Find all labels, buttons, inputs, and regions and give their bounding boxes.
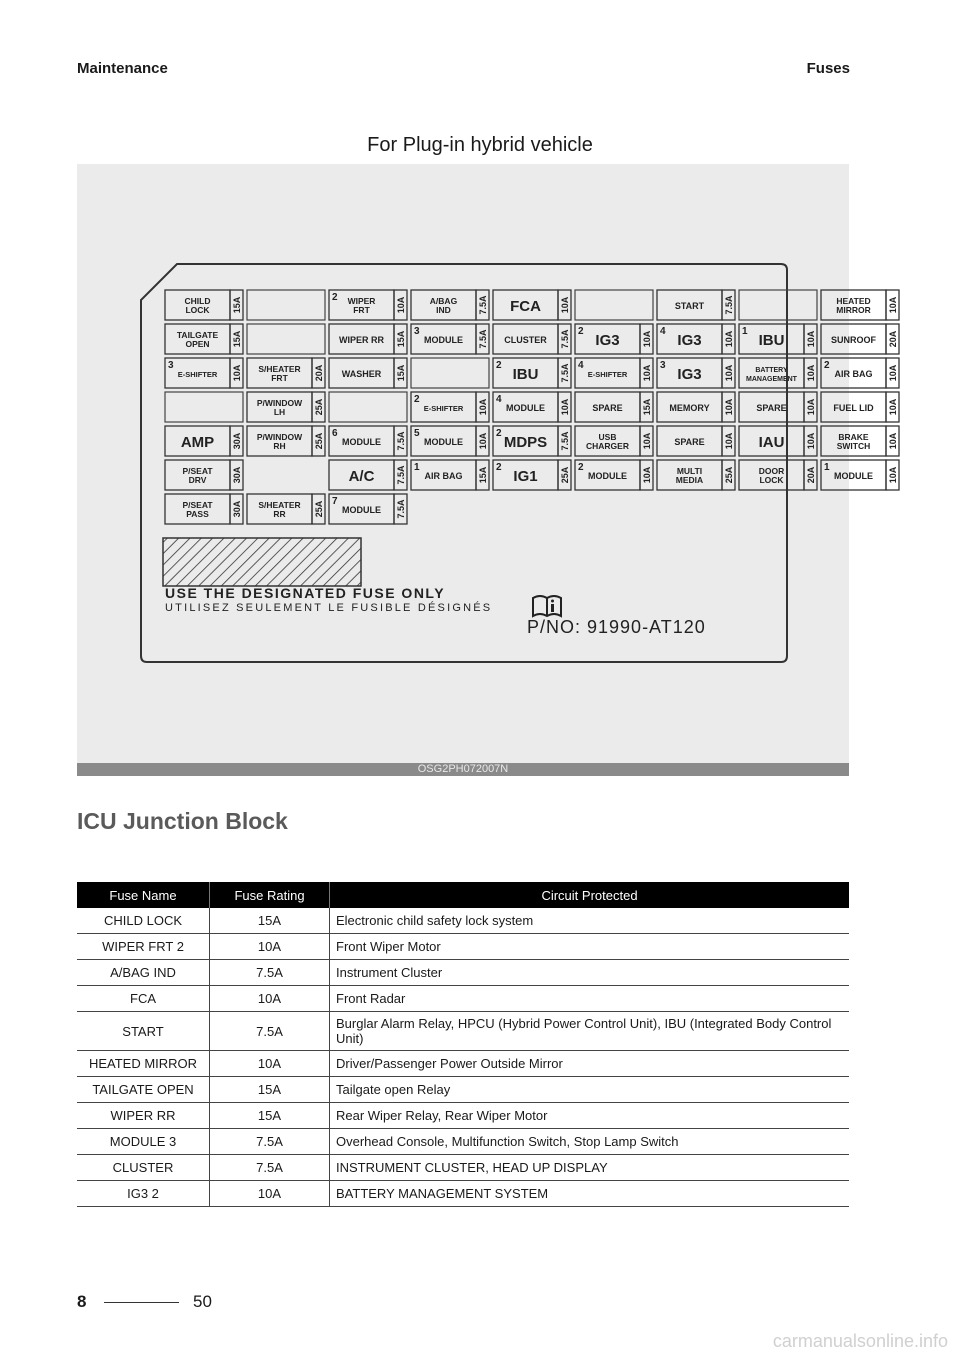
fuse-amp: 10A: [888, 296, 898, 314]
fuse-label: MODULE: [588, 471, 627, 481]
table-row: [77, 1181, 849, 1207]
fuse-number: 3: [414, 326, 420, 337]
fuse-name-cell: A/BAG IND: [77, 960, 210, 986]
fuse-slot: [575, 460, 653, 490]
fuse-amp: 7.5A: [396, 499, 406, 519]
fuse-number: 2: [414, 394, 420, 405]
fuse-label: MODULE: [506, 403, 545, 413]
col-fuse-rating: Fuse Rating: [210, 882, 330, 908]
fuse-label: WASHER: [341, 369, 382, 379]
fuse-amp: 10A: [396, 296, 406, 314]
fuse-slot: [165, 290, 243, 320]
fuse-amp: 15A: [478, 466, 488, 484]
fuse-label: E-SHIFTER: [423, 404, 464, 413]
fuse-label: MODULE: [834, 471, 873, 481]
fuse-label: CHILD LOCK: [184, 296, 211, 315]
fuse-amp: 20A: [806, 466, 816, 484]
fuse-name-cell: START: [77, 1012, 210, 1051]
fuse-label: IG3: [677, 366, 702, 383]
fuse-slot: [165, 494, 243, 524]
fuse-amp: 25A: [314, 398, 324, 416]
fuse-slot: [821, 358, 899, 388]
fuse-amp: 7.5A: [478, 295, 488, 315]
fuse-label: DOOR LOCK: [758, 466, 785, 485]
fuse-slot: [739, 324, 817, 354]
fuse-slot: [411, 392, 489, 422]
fuse-label: P/WINDOW LH: [256, 398, 303, 417]
fuse-amp: 10A: [806, 432, 816, 450]
empty-fuse-slot: [739, 290, 817, 320]
fuse-name-cell: WIPER FRT 2: [77, 934, 210, 960]
fuse-amp: 7.5A: [560, 363, 570, 383]
circuit-cell: Driver/Passenger Power Outside Mirror: [330, 1051, 850, 1077]
footer-page-number: 50: [193, 1292, 212, 1311]
fuse-label: FCA: [510, 298, 541, 315]
fuse-slot: [165, 426, 243, 456]
header-section: Maintenance: [77, 60, 168, 77]
fuse-number: 2: [496, 428, 502, 439]
fuse-number: 1: [414, 462, 420, 473]
table-header-row: [77, 882, 849, 908]
fuse-amp: 10A: [478, 398, 488, 416]
fuse-slot: [657, 460, 735, 490]
fuse-slot: [493, 358, 571, 388]
fuse-slot: [739, 460, 817, 490]
fuse-amp: 30A: [232, 500, 242, 518]
table-row: [77, 1103, 849, 1129]
fuse-label: BRAKE SWITCH: [836, 432, 871, 451]
table-row: [77, 1051, 849, 1077]
fuse-label: MODULE: [424, 335, 463, 345]
circuit-cell: Tailgate open Relay: [330, 1077, 850, 1103]
fuse-slot: [165, 460, 243, 490]
fuse-label: A/C: [348, 468, 375, 485]
fuse-amp: 7.5A: [560, 329, 570, 349]
fuse-panel-diagram: [77, 164, 898, 763]
fuse-slot: [575, 392, 653, 422]
fuse-name-cell: TAILGATE OPEN: [77, 1077, 210, 1103]
fuse-slot: [821, 324, 899, 354]
fuse-amp: 10A: [888, 398, 898, 416]
fuse-rating-cell: 15A: [210, 1103, 330, 1129]
fuse-slot: [329, 358, 407, 388]
fuse-label: AIR BAG: [834, 369, 873, 379]
fuse-rating-cell: 7.5A: [210, 1155, 330, 1181]
fuse-label: IBU: [512, 366, 539, 383]
fuse-amp: 10A: [724, 432, 734, 450]
footer-divider: [104, 1302, 179, 1303]
col-circuit-protected: Circuit Protected: [330, 882, 850, 908]
fuse-slot: [575, 426, 653, 456]
empty-fuse-slot: [411, 358, 489, 388]
fuse-slot: [821, 426, 899, 456]
fuse-amp: 25A: [314, 432, 324, 450]
fuse-label: AMP: [180, 434, 215, 451]
fuse-rating-cell: 10A: [210, 934, 330, 960]
fuse-number: 4: [660, 326, 666, 337]
fuse-amp: 7.5A: [560, 431, 570, 451]
fuse-rating-cell: 7.5A: [210, 1012, 330, 1051]
fuse-slot: [411, 290, 489, 320]
fuse-name-cell: CHILD LOCK: [77, 908, 210, 934]
fuse-amp: 15A: [642, 398, 652, 416]
fuse-name-cell: WIPER RR: [77, 1103, 210, 1129]
fuse-number: 4: [578, 360, 584, 371]
fuse-slot: [657, 358, 735, 388]
fuse-label: HEATED MIRROR: [836, 296, 871, 315]
fuse-amp: 15A: [232, 296, 242, 314]
fuse-label: MULTI MEDIA: [675, 466, 704, 485]
fuse-label: MEMORY: [669, 403, 710, 413]
fuse-slot: [493, 426, 571, 456]
fuse-label: WIPER RR: [339, 335, 384, 345]
fuse-amp: 10A: [806, 364, 816, 382]
fuse-slot: [329, 494, 407, 524]
footer-chapter: 8: [77, 1292, 87, 1311]
circuit-cell: INSTRUMENT CLUSTER, HEAD UP DISPLAY: [330, 1155, 850, 1181]
fuse-slot: [411, 426, 489, 456]
fuse-amp: 20A: [888, 330, 898, 348]
fuse-slot: [821, 290, 899, 320]
fuse-label: P/SEAT PASS: [182, 500, 213, 519]
fuse-slot: [165, 324, 243, 354]
fuse-amp: 7.5A: [396, 465, 406, 485]
fuse-label: IG1: [513, 468, 538, 485]
fuse-amp: 15A: [396, 364, 406, 382]
fuse-name-cell: FCA: [77, 986, 210, 1012]
fuse-slot: [165, 358, 243, 388]
fuse-slot: [821, 460, 899, 490]
fuse-number: 6: [332, 428, 338, 439]
fuse-label: SPARE: [674, 437, 705, 447]
fuse-slot: [657, 392, 735, 422]
fuse-number: 2: [578, 462, 584, 473]
section-title: ICU Junction Block: [77, 808, 288, 834]
circuit-cell: Front Wiper Motor: [330, 934, 850, 960]
fuse-rating-cell: 10A: [210, 1051, 330, 1077]
fuse-slot: [329, 426, 407, 456]
fuse-label: MODULE: [424, 437, 463, 447]
fuse-amp: 10A: [806, 330, 816, 348]
fuse-name-cell: HEATED MIRROR: [77, 1051, 210, 1077]
fuse-label: WIPER FRT: [347, 296, 376, 315]
table-row: [77, 908, 849, 934]
fuse-amp: 10A: [806, 398, 816, 416]
fuse-amp: 10A: [642, 330, 652, 348]
fuse-amp: 7.5A: [478, 329, 488, 349]
empty-fuse-slot: [329, 392, 407, 422]
fuse-amp: 10A: [560, 296, 570, 314]
fuse-slot: [493, 392, 571, 422]
fuse-amp: 10A: [642, 432, 652, 450]
notice-en: USE THE DESIGNATED FUSE ONLY: [165, 585, 446, 601]
fuse-amp: 10A: [232, 364, 242, 382]
table-row: [77, 1077, 849, 1103]
fuse-name-cell: MODULE 3: [77, 1129, 210, 1155]
table-row: [77, 934, 849, 960]
fuse-name-cell: IG3 2: [77, 1181, 210, 1207]
fuse-number: 3: [168, 360, 174, 371]
circuit-cell: Instrument Cluster: [330, 960, 850, 986]
table-row: [77, 986, 849, 1012]
circuit-cell: Burglar Alarm Relay, HPCU (Hybrid Power Control Unit), IBU (Integrated Body Control Unit): [330, 1012, 850, 1051]
fuse-number: 7: [332, 496, 338, 507]
fuse-label: IAU: [758, 434, 785, 451]
fuse-number: 2: [496, 360, 502, 371]
circuit-cell: Electronic child safety lock system: [330, 908, 850, 934]
fuse-amp: 15A: [232, 330, 242, 348]
fuse-table-body: [77, 908, 849, 1207]
fuse-label: USB CHARGER: [586, 432, 629, 451]
fuse-slot: [739, 426, 817, 456]
fuse-slot: [657, 324, 735, 354]
fuse-number: 2: [824, 360, 830, 371]
fuse-label: SUNROOF: [831, 335, 876, 345]
fuse-label: S/HEATER RR: [258, 500, 301, 519]
fuse-rating-cell: 7.5A: [210, 960, 330, 986]
fuse-label: BATTERY MANAGEMENT: [746, 367, 797, 383]
fuse-slot: [329, 460, 407, 490]
manual-icon: [533, 596, 561, 616]
fuse-number: 2: [578, 326, 584, 337]
table-row: [77, 1129, 849, 1155]
fuse-slot: [411, 460, 489, 490]
hatched-area: [163, 538, 361, 586]
fuse-amp: 25A: [314, 500, 324, 518]
fuse-slot: [247, 392, 325, 422]
fuse-amp: 7.5A: [396, 431, 406, 451]
fuse-slot: [821, 392, 899, 422]
fuse-slot: [493, 290, 571, 320]
fuse-number: 3: [660, 360, 666, 371]
fuse-name-cell: CLUSTER: [77, 1155, 210, 1181]
fuse-slot: [575, 358, 653, 388]
fuse-slot: [657, 290, 735, 320]
fuse-slot: [739, 358, 817, 388]
circuit-cell: Front Radar: [330, 986, 850, 1012]
fuse-label: IG3: [595, 332, 620, 349]
fuse-amp: 10A: [888, 432, 898, 450]
fuse-label: P/WINDOW RH: [256, 432, 303, 451]
table-row: [77, 1155, 849, 1181]
fuse-amp: 10A: [888, 466, 898, 484]
fuse-slot: [247, 494, 325, 524]
watermark: carmanualsonline.info: [772, 1331, 948, 1351]
header-topic: Fuses: [806, 60, 850, 77]
fuse-label: MODULE: [342, 437, 381, 447]
fuse-slot: [247, 358, 325, 388]
fuse-amp: 10A: [724, 364, 734, 382]
fuse-label: FUEL LID: [833, 403, 874, 413]
fuse-number: 2: [332, 292, 338, 303]
fuse-slot: [329, 324, 407, 354]
fuse-slot: [493, 324, 571, 354]
fuse-label: E-SHIFTER: [587, 370, 628, 379]
part-number: P/NO: 91990-AT120: [527, 617, 706, 637]
table-row: [77, 1012, 849, 1051]
fuse-slot: [247, 426, 325, 456]
fuse-table: [77, 882, 849, 1207]
figure-code: OSG2PH072007N: [77, 763, 849, 776]
fuse-amp: 10A: [642, 466, 652, 484]
fuse-amp: 25A: [724, 466, 734, 484]
fuse-rating-cell: 15A: [210, 908, 330, 934]
fuse-amp: 20A: [314, 364, 324, 382]
fuse-label: AIR BAG: [424, 471, 463, 481]
circuit-cell: Rear Wiper Relay, Rear Wiper Motor: [330, 1103, 850, 1129]
fuse-label: IBU: [758, 332, 785, 349]
fuse-panel-figure: [77, 164, 898, 776]
fuse-amp: 7.5A: [724, 295, 734, 315]
figure-caption: For Plug-in hybrid vehicle: [367, 134, 593, 156]
fuse-amp: 10A: [888, 364, 898, 382]
notice-fr: UTILISEZ SEULEMENT LE FUSIBLE DÉSIGNÉS: [165, 602, 493, 614]
fuse-number: 1: [824, 462, 830, 473]
fuse-slot: [493, 460, 571, 490]
fuse-number: 2: [496, 462, 502, 473]
fuse-slot: [739, 392, 817, 422]
fuse-label: S/HEATER FRT: [258, 364, 301, 383]
fuse-slot: [657, 426, 735, 456]
fuse-amp: 10A: [642, 364, 652, 382]
fuse-slot: [411, 324, 489, 354]
fuse-slot: [575, 324, 653, 354]
table-row: [77, 960, 849, 986]
fuse-label: START: [674, 301, 705, 311]
fuse-label: CLUSTER: [504, 335, 547, 345]
empty-fuse-slot: [247, 290, 325, 320]
fuse-amp: 10A: [560, 398, 570, 416]
fuse-label: P/SEAT DRV: [182, 466, 213, 485]
circuit-cell: BATTERY MANAGEMENT SYSTEM: [330, 1181, 850, 1207]
col-fuse-name: Fuse Name: [77, 882, 210, 908]
fuse-number: 5: [414, 428, 420, 439]
circuit-cell: Overhead Console, Multifunction Switch, Stop Lamp Switch: [330, 1129, 850, 1155]
fuse-label: TAILGATE OPEN: [176, 330, 219, 349]
empty-fuse-slot: [575, 290, 653, 320]
fuse-amp: 10A: [478, 432, 488, 450]
fuse-amp: 15A: [396, 330, 406, 348]
fuse-label: SPARE: [756, 403, 787, 413]
fuse-grid: [165, 290, 899, 524]
fuse-number: 1: [742, 326, 748, 337]
fuse-rating-cell: 15A: [210, 1077, 330, 1103]
empty-fuse-slot: [165, 392, 243, 422]
fuse-rating-cell: 10A: [210, 986, 330, 1012]
fuse-slot: [329, 290, 407, 320]
fuse-rating-cell: 7.5A: [210, 1129, 330, 1155]
fuse-amp: 30A: [232, 432, 242, 450]
fuse-label: MDPS: [503, 434, 548, 451]
fuse-label: E-SHIFTER: [177, 370, 218, 379]
fuse-label: MODULE: [342, 505, 381, 515]
fuse-amp: 10A: [724, 330, 734, 348]
fuse-label: A/BAG IND: [429, 296, 458, 315]
fuse-rating-cell: 10A: [210, 1181, 330, 1207]
fuse-label: IG3: [677, 332, 702, 349]
fuse-label: SPARE: [592, 403, 623, 413]
fuse-amp: 30A: [232, 466, 242, 484]
empty-fuse-slot: [247, 324, 325, 354]
fuse-amp: 25A: [560, 466, 570, 484]
fuse-amp: 10A: [724, 398, 734, 416]
fuse-number: 4: [496, 394, 502, 405]
